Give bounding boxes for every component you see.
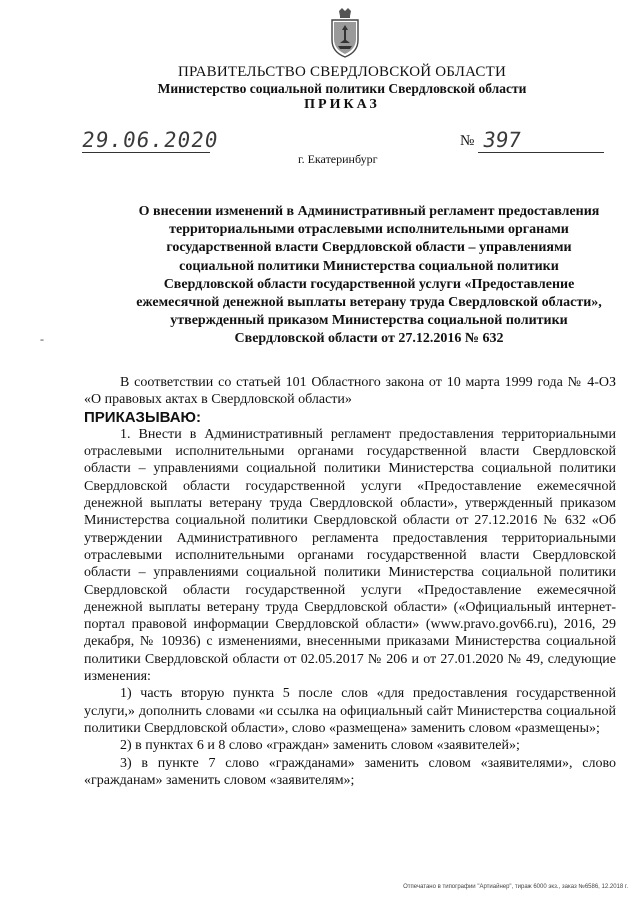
ministry-name: Министерство социальной политики Свердловской области <box>157 81 527 96</box>
title-line: Свердловской области государственной услуги «Предоставление <box>163 276 575 292</box>
government-name: ПРАВИТЕЛЬСТВО СВЕРДЛОВСКОЙ ОБЛАСТИ <box>177 64 507 80</box>
title-line: ежемесячной денежной выплаты ветерану труда Свердловской области», <box>136 295 602 311</box>
city-name: г. Екатеринбург <box>298 152 378 166</box>
subitem-paragraph: 2) в пунктах 6 и 8 слово «граждан» заменить словом «заявителей»; <box>120 738 520 754</box>
title-line: Свердловской области от 27.12.2016 № 632 <box>234 331 504 347</box>
document-body <box>84 374 616 789</box>
margin-mark: - <box>40 332 44 346</box>
coat-of-arms-icon <box>328 8 362 58</box>
subitem-paragraph: 3) в пункте 7 слово «гражданами» заменить словом «заявителями», слово «гражданам» заменить словом «заявителям»; <box>84 755 616 788</box>
preamble-paragraph: В соответствии со статьей 101 Областного закона от 10 марта 1999 года № 4-ОЗ «О правовых актах в Свердловской области» <box>84 375 616 408</box>
number-sign: № <box>460 133 475 149</box>
handwritten-number: 397 <box>481 128 523 152</box>
document-type: ПРИКАЗ <box>304 97 380 112</box>
title-line: государственной власти Свердловской области – управлениями <box>166 240 572 256</box>
print-footer: Отпечатано в типографии "Артиайнер", тираж 6000 экз., заказ №6586, 12.2018 г. <box>403 884 628 890</box>
date-underline <box>82 152 210 153</box>
title-line: социальной политики Министерства социальной политики <box>179 258 559 274</box>
handwritten-date: 29.06.2020 <box>80 128 221 152</box>
subitem-paragraph: 1) часть вторую пункта 5 после слов «для предоставления государственной услуги,» дополнить словами «и ссылка на официальный сайт Министерства социальной политики Свердловской области», слово «размещена» заменить словом «размещены»; <box>84 686 616 736</box>
document-title <box>110 203 628 349</box>
item-paragraph: 1. Внести в Административный регламент предоставления территориальными отраслевыми исполнительными органами государственной власти Свердловской области – управлениями социальной политики Министерства социальной политики Свердловской области государственной услуги «Предоставление ежемесячной денежной выплаты ветерану труда Свердловской области», утвержденный приказом Министерства социальной политики Свердловской области от 27.12.2016 № 632 «Об утверждении Административного регламента предоставления территориальными отраслевыми исполнительными органами государственной власти Свердловской области – управлениями социальной политики Министерства социальной политики Свердловской области государственной услуги «Предоставление ежемесячной денежной выплаты ветерану труда Свердловской области» («Официальный интернет-портал правовой информации Свердловской области» (www.pravo.gov66.ru), 2016, 29 декабря, № 10936) с изменениями, внесенными приказами Министерства социальной политики Свердловской области от 02.05.2017 № 206 и от 27.01.2020 № 49, следующие изменения: <box>84 426 616 685</box>
order-word: ПРИКАЗЫВАЮ: <box>84 408 202 426</box>
title-line: О внесении изменений в Административный регламент предоставления <box>138 204 600 219</box>
title-line: территориальными отраслевыми исполнительными органами <box>169 222 569 238</box>
number-underline <box>478 152 604 153</box>
title-line: утвержденный приказом Министерства социальной политики <box>170 313 568 329</box>
